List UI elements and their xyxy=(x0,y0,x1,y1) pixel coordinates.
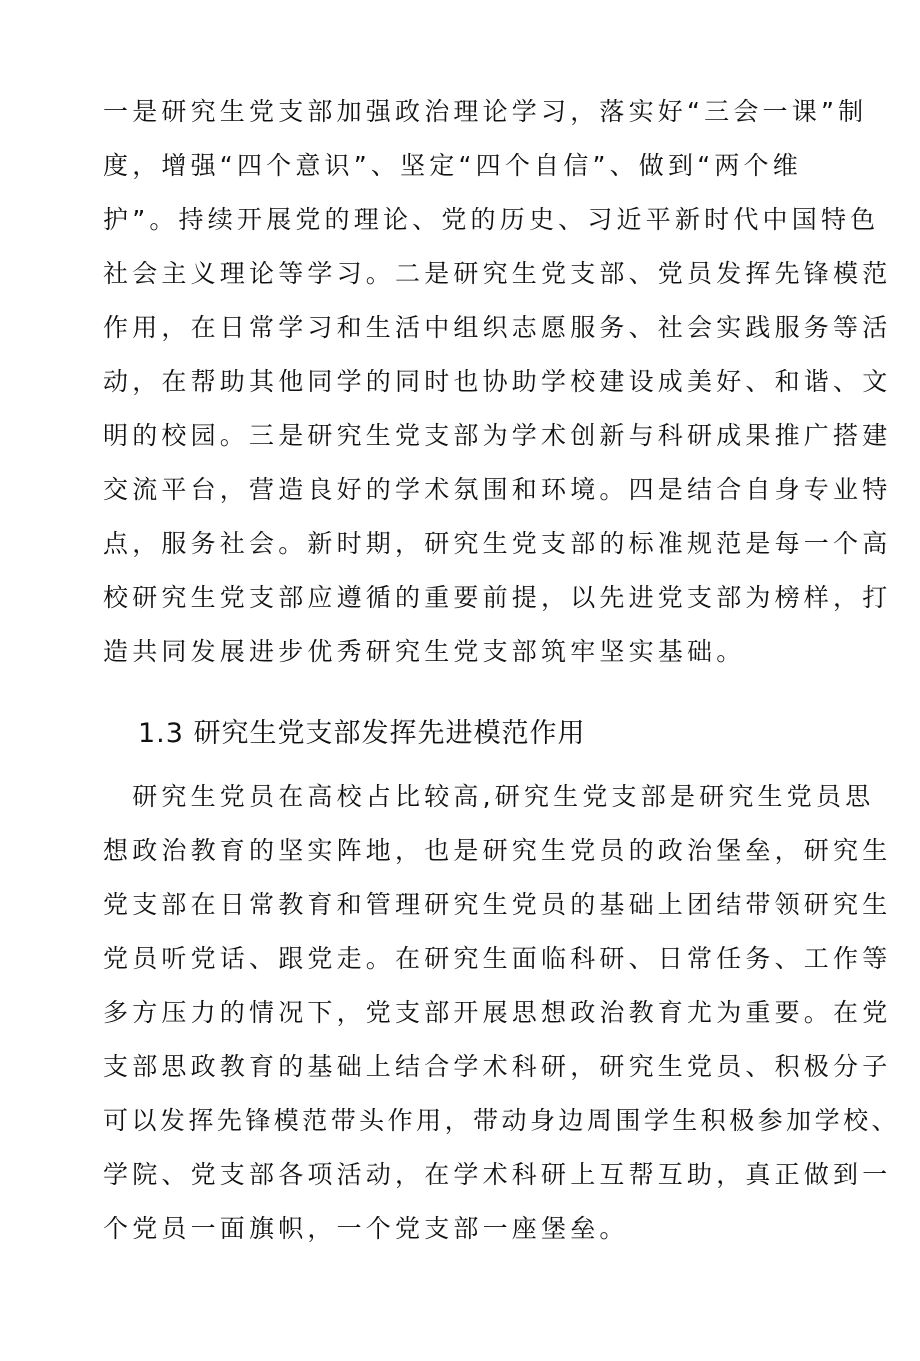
paragraph-1-line: 校研究生党支部应遵循的重要前提，以先进党支部为榜样，打 xyxy=(103,583,892,612)
section-heading: 1.3 研究生党支部发挥先进模范作用 xyxy=(138,718,586,749)
paragraph-1-line: 度，增强“四个意识”、坚定“四个自信”、做到“两个维 xyxy=(103,151,802,180)
paragraph-2-line: 党支部在日常教育和管理研究生党员的基础上团结带领研究生 xyxy=(103,890,892,919)
paragraph-2-line: 研究生党员在高校占比较高,研究生党支部是研究生党员思 xyxy=(103,782,875,811)
paragraph-1-line: 明的校园。三是研究生党支部为学术创新与科研成果推广搭建 xyxy=(103,421,892,450)
paragraph-2-line: 想政治教育的坚实阵地，也是研究生党员的政治堡垒，研究生 xyxy=(103,836,892,865)
paragraph-1-line: 作用，在日常学习和生活中组织志愿服务、社会实践服务等活 xyxy=(103,313,892,342)
paragraph-1-line: 交流平台，营造良好的学术氛围和环境。四是结合自身专业特 xyxy=(103,475,892,504)
paragraph-1-line: 护”。持续开展党的理论、党的历史、习近平新时代中国特色 xyxy=(103,205,880,234)
paragraph-1-line: 一是研究生党支部加强政治理论学习，落实好“三会一课”制 xyxy=(103,97,868,126)
paragraph-2-line: 个党员一面旗帜，一个党支部一座堡垒。 xyxy=(103,1214,629,1243)
paragraph-1-line: 社会主义理论等学习。二是研究生党支部、党员发挥先锋模范 xyxy=(103,259,892,288)
paragraph-2-line: 多方压力的情况下，党支部开展思想政治教育尤为重要。在党 xyxy=(103,998,892,1027)
paragraph-1-line: 点，服务社会。新时期，研究生党支部的标准规范是每一个高 xyxy=(103,529,892,558)
paragraph-1-line: 动，在帮助其他同学的同时也协助学校建设成美好、和谐、文 xyxy=(103,367,892,396)
paragraph-2-line: 学院、党支部各项活动，在学术科研上互帮互助，真正做到一 xyxy=(103,1160,892,1189)
paragraph-2-line: 党员听党话、跟党走。在研究生面临科研、日常任务、工作等 xyxy=(103,944,892,973)
paragraph-1-line: 造共同发展进步优秀研究生党支部筑牢坚实基础。 xyxy=(103,637,746,666)
paragraph-2-line: 支部思政教育的基础上结合学术科研，研究生党员、积极分子 xyxy=(103,1052,892,1081)
paragraph-2-line: 可以发挥先锋模范带头作用，带动身边周围学生积极参加学校、 xyxy=(103,1106,900,1135)
